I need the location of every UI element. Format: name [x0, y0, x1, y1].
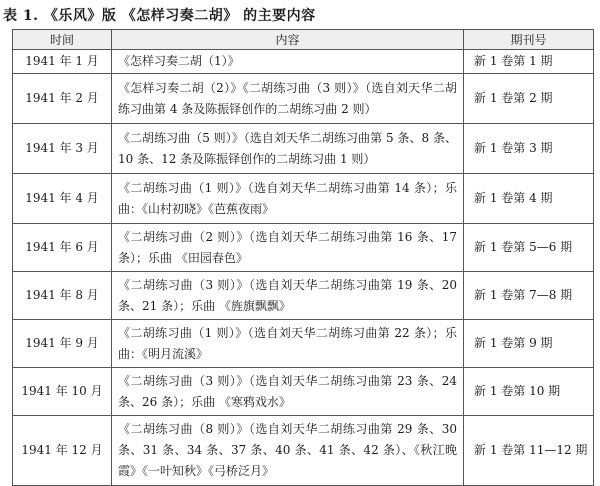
row-content: 《二胡练习曲（1 则）》（选自刘天华二胡练习曲第 14 条）；乐曲：《山村初晓》《芭蕉夜雨》 [112, 174, 464, 224]
row-issue: 新 1 卷第 5—6 期 [464, 224, 594, 272]
row-content: 《怎样习奏二胡（1）》 [112, 50, 464, 74]
table-header-row [13, 30, 594, 50]
table-row [13, 50, 594, 74]
row-content: 《二胡练习曲（3 则）》（选自刘天华二胡练习曲第 19 条、20 条、21 条）；乐曲 《旌旗飘飘》 [112, 272, 464, 320]
contents-table [12, 29, 594, 486]
row-time: 1941 年 3 月 [13, 124, 112, 174]
table-row [13, 368, 594, 416]
row-content: 《怎样习奏二胡（2）》《二胡练习曲（3 则）》（选自刘天华二胡练习曲第 4 条及陈振铎创作的二胡练习曲 2 则） [112, 74, 464, 124]
table-row [13, 272, 594, 320]
row-time: 1941 年 8 月 [13, 272, 112, 320]
row-time: 1941 年 6 月 [13, 224, 112, 272]
row-issue: 新 1 卷第 7—8 期 [464, 272, 594, 320]
row-content: 《二胡练习曲（3 则）》（选自刘天华二胡练习曲第 23 条、24 条、26 条）；乐曲 《寒鸦戏水》 [112, 368, 464, 416]
row-time: 1941 年 2 月 [13, 74, 112, 124]
row-issue: 新 1 卷第 2 期 [464, 74, 594, 124]
header-content: 内容 [112, 30, 464, 50]
table-row [13, 124, 594, 174]
row-issue: 新 1 卷第 10 期 [464, 368, 594, 416]
table-row [13, 174, 594, 224]
table-row [13, 74, 594, 124]
table-row [13, 224, 594, 272]
table-caption: 表 1. 《乐风》版 《怎样习奏二胡》 的主要内容 [3, 8, 316, 24]
table-row [13, 320, 594, 368]
row-time: 1941 年 4 月 [13, 174, 112, 224]
row-time: 1941 年 9 月 [13, 320, 112, 368]
row-content: 《二胡练习曲（5 则）》（选自刘天华二胡练习曲第 5 条、8 条、10 条、12 条及陈振铎创作的二胡练习曲 1 则） [112, 124, 464, 174]
header-time: 时间 [13, 30, 112, 50]
row-issue: 新 1 卷第 9 期 [464, 320, 594, 368]
row-time: 1941 年 10 月 [13, 368, 112, 416]
row-content: 《二胡练习曲（8 则）》（选自刘天华二胡练习曲第 29 条、30 条、31 条、34 条、37 条、40 条、41 条、42 条）、《秋江晚霞》《一叶知秋》《弓桥泛月》 [112, 416, 464, 486]
row-issue: 新 1 卷第 11—12 期 [464, 416, 594, 486]
row-issue: 新 1 卷第 4 期 [464, 174, 594, 224]
table-row [13, 416, 594, 486]
row-time: 1941 年 12 月 [13, 416, 112, 486]
row-time: 1941 年 1 月 [13, 50, 112, 74]
header-issue: 期刊号 [464, 30, 594, 50]
row-content: 《二胡练习曲（2 则）》（选自刘天华二胡练习曲第 16 条、17 条）；乐曲 《田园春色》 [112, 224, 464, 272]
row-issue: 新 1 卷第 1 期 [464, 50, 594, 74]
row-issue: 新 1 卷第 3 期 [464, 124, 594, 174]
row-content: 《二胡练习曲（1 则）》（选自刘天华二胡练习曲第 22 条）；乐曲：《明月流溪》 [112, 320, 464, 368]
